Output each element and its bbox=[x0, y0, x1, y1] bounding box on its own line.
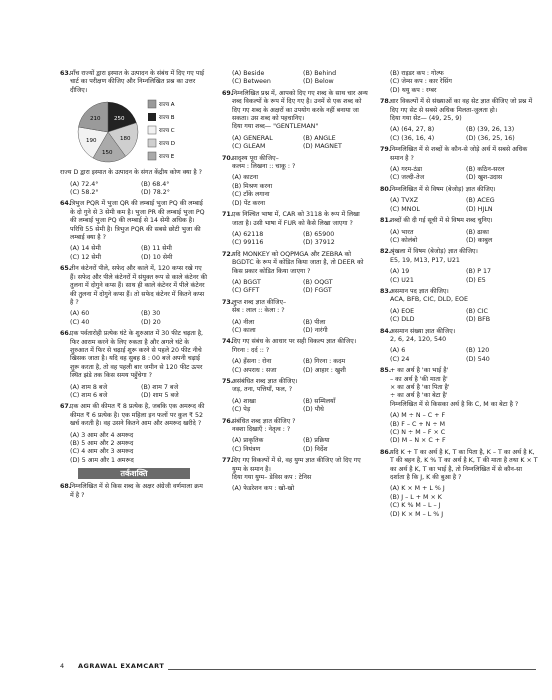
question-68 bbox=[60, 483, 208, 500]
options-80 bbox=[380, 197, 538, 214]
options-69 bbox=[222, 135, 370, 152]
option-c[interactable]: (C) टाँके लगाना bbox=[232, 191, 270, 199]
option-a[interactable]: (A) K × M + L % J bbox=[390, 485, 445, 493]
option-d[interactable]: (D) नारंगी bbox=[303, 326, 328, 334]
option-b[interactable]: (B) CIC bbox=[466, 307, 488, 315]
option-b[interactable]: (B) 65900 bbox=[303, 230, 335, 238]
option-a[interactable]: (A) (64, 27, 8) bbox=[390, 126, 435, 134]
question-text: सादृश्य पूरा कीजिए– bbox=[232, 154, 279, 162]
question-text: श्रृंखला में विषम (बेजोड़) ज्ञात कीजिए। bbox=[390, 248, 478, 256]
question-line: × का अर्थ है 'का पिता है' bbox=[390, 384, 450, 391]
question-text: दिए गए विकल्पों में से, वह युग्म ज्ञात कीजिए जो दिए गए युग्म के समान है। bbox=[232, 457, 361, 473]
legend-swatch-a bbox=[148, 100, 156, 108]
option-a[interactable]: (A) 19 bbox=[390, 268, 410, 276]
option-a[interactable]: (A) BGGT bbox=[232, 278, 261, 286]
question-given: दिया गया शब्द— "GENTLEMAN" bbox=[232, 123, 319, 131]
option-d[interactable]: (D) शाम 5 बजे bbox=[141, 391, 179, 399]
question-given: E5, 19, M13, P17, U21 bbox=[390, 256, 460, 264]
column-3 bbox=[380, 70, 538, 522]
question-80 bbox=[380, 186, 538, 194]
question-number: 82. bbox=[380, 248, 392, 256]
option-a[interactable]: (A) फेडरेशन कप : खो-खो bbox=[232, 485, 295, 493]
question-number: 81. bbox=[380, 217, 392, 225]
question-64 bbox=[60, 200, 208, 242]
option-a[interactable]: (A) 14 सेमी bbox=[70, 245, 101, 253]
question-text: एक निश्चित भाषा में, CAR को 3118 के रूप में लिखा जाता है। उसी भाषा में FUR को कैसे लिखा जाएगा ? bbox=[232, 211, 360, 227]
question-75 bbox=[222, 378, 370, 395]
pie-chart bbox=[68, 98, 208, 166]
option-a[interactable]: (A) Beside bbox=[232, 70, 265, 77]
question-given: दिया गया सेट— (49, 25, 9) bbox=[390, 115, 462, 123]
option-d[interactable]: (D) FGGT bbox=[303, 287, 332, 295]
legend-label-a: राज्य A bbox=[159, 102, 175, 109]
question-number: 84. bbox=[380, 327, 392, 335]
option-d[interactable]: (D) 540 bbox=[466, 355, 490, 363]
option-a[interactable]: (A) गरम-ठंडा bbox=[390, 166, 423, 174]
question-text: निम्नलिखित में से विषम (बेजोड़) ज्ञात कीजिए। bbox=[390, 185, 496, 193]
option-d[interactable]: (D) पौधे bbox=[303, 406, 324, 414]
option-c[interactable]: (C) जेम्स कप : कार रेसिंग bbox=[390, 78, 452, 86]
option-a[interactable]: (A) हँसना : रोना bbox=[232, 358, 272, 366]
legend-label-d: राज्य D bbox=[159, 141, 175, 148]
question-81 bbox=[380, 217, 538, 225]
question-number: 76. bbox=[222, 417, 234, 425]
option-b[interactable]: (B) गिरना : कदम bbox=[303, 358, 346, 366]
question-number: 80. bbox=[380, 185, 392, 193]
question-line: – का अर्थ है 'की माता है' bbox=[390, 375, 448, 383]
question-86 bbox=[380, 449, 538, 483]
options-63 bbox=[60, 181, 208, 198]
question-number: 74. bbox=[222, 338, 234, 346]
option-b[interactable]: (B) पीला bbox=[303, 318, 326, 326]
options-81 bbox=[380, 229, 538, 246]
question-text: + का अर्थ है 'का भाई है' bbox=[390, 367, 449, 375]
question-text: राज्य D द्वारा इस्पात के उत्पादन के संगत केंद्रीय कोण क्या है ? bbox=[60, 169, 203, 177]
legend-label-b: राज्य B bbox=[159, 115, 175, 122]
question-text: एक पर्वतारोही प्रत्येक घंटे के शुरुआत में 30 फीट चढ़ता है, फिर आराम करने के लिए रुकता है और अगले घंटे के शुरुआत में फिर से चढ़ाई शुरू करने से पहले 20 फीट नीचे खिसक जाता है। यदि वह सुबह 8 : 00 बजे अपनी चढ़ाई शुरू करता है, तो वह पहली बार जमीन से 120 फीट ऊपर स्थित झंडे तक किस समय पहुँचेगा ? bbox=[70, 330, 204, 380]
option-b[interactable]: (B) शाम 7 बजे bbox=[141, 383, 179, 391]
pie-value-e: 150 bbox=[102, 150, 113, 157]
question-74 bbox=[222, 338, 370, 355]
legend-swatch-e bbox=[148, 152, 156, 160]
question-number: 70. bbox=[222, 154, 234, 162]
question-line: ÷ का अर्थ है 'का बेटा है' bbox=[390, 392, 448, 400]
question-given: कलम : लिखना :: चाकू : ? bbox=[232, 163, 296, 171]
option-d[interactable]: (D) Below bbox=[303, 78, 334, 86]
legend-swatch-b bbox=[148, 113, 156, 121]
option-b[interactable]: (B) राइडर कप : गोल्फ bbox=[390, 70, 444, 77]
option-c[interactable]: (C) काला bbox=[232, 326, 256, 334]
question-77 bbox=[222, 457, 370, 482]
question-text: लुप्त शब्द ज्ञात कीजिए– bbox=[232, 298, 287, 306]
question-number: 71. bbox=[222, 211, 234, 219]
option-d[interactable]: (D) K × M – L % J bbox=[390, 510, 444, 518]
option-c[interactable]: (C) पेड़ bbox=[232, 406, 251, 414]
option-c[interactable]: (C) Between bbox=[232, 78, 271, 86]
question-number: 79. bbox=[380, 146, 392, 154]
question-text: निम्नलिखित में से शब्दों के कौन-से जोड़े अर्थ में सबसे अधिक समान है ? bbox=[390, 146, 528, 162]
option-d[interactable]: (D) 20 bbox=[141, 318, 161, 326]
question-85 bbox=[380, 367, 538, 409]
option-c[interactable]: (C) 40 bbox=[70, 318, 90, 326]
question-text: यदि MONKEY को OQPMGA और ZEBRA को BGDTC के रूप में कोडित किया जाता है, तो DEER को किस प्रकार कोडित किया जाएगा ? bbox=[232, 250, 364, 275]
option-c[interactable]: (C) 58.2° bbox=[70, 189, 99, 197]
question-text: चार विकल्पों में से संख्याओं का वह सेट ज्ञात कीजिए जो प्रश्न में दिए गए सेट से सबसे अधिक मिलता-जुलता हो। bbox=[390, 98, 533, 114]
option-b[interactable]: (B) कठिन-सरल bbox=[466, 166, 505, 174]
option-a[interactable]: (A) शाम 8 बजे bbox=[70, 383, 108, 391]
legend-label-c: राज्य C bbox=[159, 128, 175, 135]
option-c[interactable]: (C) N ÷ M – F × C bbox=[390, 429, 446, 437]
question-84 bbox=[380, 328, 538, 345]
option-b[interactable]: (B) ACEG bbox=[466, 197, 495, 205]
legend-label-e: राज्य E bbox=[159, 154, 175, 161]
option-a[interactable]: (A) 62118 bbox=[232, 230, 264, 238]
question-66 bbox=[60, 330, 208, 380]
question-text: यदि K + T का अर्थ है K, T का पिता है, K – T का अर्थ है K, T की बहन है, K % T का अर्थ है K, T की माता है तथा K × T का अर्थ है K, T का भाई है, तो निम्नलिखित में से कौन-सा दर्शाता है कि J, K की बुआ है ? bbox=[390, 448, 538, 482]
option-c[interactable]: (C) MNOL bbox=[390, 205, 420, 213]
option-a[interactable]: (A) TVXZ bbox=[390, 197, 419, 205]
option-a[interactable]: (A) 72.4° bbox=[70, 180, 99, 188]
question-given: ACA, BFB, CIC, DLD, EOE bbox=[390, 296, 468, 304]
option-a[interactable]: (A) GENERAL bbox=[232, 134, 273, 142]
question-text: असंबंधित शब्द ज्ञात कीजिए। bbox=[232, 378, 298, 385]
option-c[interactable]: (C) U21 bbox=[390, 276, 414, 284]
option-a[interactable]: (A) 6 bbox=[390, 347, 406, 355]
question-76 bbox=[222, 418, 370, 435]
question-number: 64. bbox=[60, 200, 72, 208]
question-text: शब्दों की दी गई सूची में से विषम शब्द चुनिए। bbox=[390, 217, 493, 225]
option-d[interactable]: (D) BFB bbox=[466, 316, 491, 324]
page-footer bbox=[60, 660, 536, 672]
option-c[interactable]: (C) कोलंबो bbox=[390, 236, 418, 244]
option-d[interactable]: (D) निर्देश bbox=[303, 445, 328, 453]
question-83 bbox=[380, 288, 538, 305]
question-67 bbox=[60, 403, 208, 428]
option-a[interactable]: (A) शाखा bbox=[232, 397, 256, 405]
options-82 bbox=[380, 268, 538, 285]
option-b[interactable]: (B) 120 bbox=[466, 347, 490, 355]
question-number: 67. bbox=[60, 403, 72, 411]
question-text: संबंधित शब्द ज्ञात कीजिए ? bbox=[232, 417, 296, 425]
question-text: एक आम की कीमत ₹ 8 प्रत्येक है, जबकि एक अमरूद की कीमत ₹ 6 प्रत्येक है। एक महिला इन फलों पर कुल ₹ 52 खर्च करती है। वह उसने कितने आम और अमरूद खरीदे ? bbox=[70, 403, 205, 428]
option-d[interactable]: (D) थयु कप : रग्बर bbox=[390, 86, 437, 94]
question-text: असमान संख्या ज्ञात कीजिए। bbox=[390, 327, 456, 335]
question-text: निम्नलिखित में से किस शब्द के अक्षर अंग्रेजी वर्णमाला क्रम में है ? bbox=[70, 483, 203, 499]
question-number: 77. bbox=[222, 457, 234, 465]
question-number: 63. bbox=[60, 70, 72, 77]
option-b[interactable]: (B) (39, 26, 13) bbox=[466, 126, 515, 134]
options-77-part2 bbox=[380, 70, 538, 95]
pie-value-c: 190 bbox=[86, 138, 97, 145]
option-d[interactable]: (D) 5 आम और 1 अमरूद bbox=[70, 456, 134, 464]
option-d[interactable]: (D) आहार : खुशी bbox=[303, 366, 346, 374]
question-78 bbox=[380, 98, 538, 123]
question-given: नक्शा दिखाएँ : नेतृत्व : ? bbox=[232, 426, 291, 434]
question-65 bbox=[60, 265, 208, 307]
option-c[interactable]: (C) नियंत्रण bbox=[232, 445, 261, 453]
question-given: जड़, तना, पत्तियाँ, फल, ? bbox=[232, 386, 293, 394]
question-79 bbox=[380, 146, 538, 163]
option-c[interactable]: (C) GLEAM bbox=[232, 143, 266, 151]
options-86 bbox=[380, 485, 538, 519]
option-a[interactable]: (A) 60 bbox=[70, 310, 90, 318]
question-text: पाँच राज्यों द्वारा इस्पात के उत्पादन के संबंध में दिए गए पाई चार्ट का परीक्षण कीजिए और निम्नलिखित प्रश्न का उत्तर दीजिए। bbox=[70, 70, 205, 94]
option-d[interactable]: (D) MAGNET bbox=[303, 143, 342, 151]
option-c[interactable]: (C) K % M – L – J bbox=[390, 502, 441, 510]
options-83 bbox=[380, 308, 538, 325]
pie-value-a: 210 bbox=[90, 116, 101, 123]
option-d[interactable]: (D) पेंट करना bbox=[232, 199, 266, 207]
pie-value-b: 250 bbox=[114, 116, 125, 123]
option-b[interactable]: (B) Behind bbox=[303, 70, 337, 77]
option-b[interactable]: (B) OQGT bbox=[303, 278, 333, 286]
option-b[interactable]: (B) J – L + M × K bbox=[390, 493, 442, 501]
question-number: 85. bbox=[380, 367, 392, 375]
option-b[interactable]: (B) सम्मिलयाँ bbox=[303, 397, 336, 405]
options-85 bbox=[380, 412, 538, 446]
option-b[interactable]: (B) 30 bbox=[141, 310, 161, 318]
question-given: गिरना : दर्द :: ? bbox=[232, 346, 270, 354]
question-number: 66. bbox=[60, 330, 72, 338]
question-number: 72. bbox=[222, 250, 234, 258]
option-b[interactable]: (B) 5 आम और 2 अमरूद bbox=[70, 440, 134, 447]
question-line: निम्नलिखित में से किसका अर्थ है कि C, M का बेटा है ? bbox=[390, 400, 519, 408]
page-number: 4 bbox=[60, 662, 65, 670]
option-a[interactable]: (A) M ÷ N – C + F bbox=[390, 412, 446, 420]
question-number: 68. bbox=[60, 483, 72, 491]
question-number: 75. bbox=[222, 378, 234, 385]
question-text: तीन कंटेनरों पीले, सफेद और काले में, 120 कप्स रखे गए हैं। सफेद और पीले कंटेनरों में संयुक्त रूप से काले कंटेनर की तुलना में दोगुने कप्स हैं। साथ ही काले कंटेनर में पीले कंटेनर की तुलना में दोगुने कप्स हैं। तो सफेद कंटेनर में कितने कप्स है ? bbox=[70, 265, 208, 306]
options-84 bbox=[380, 347, 538, 364]
option-d[interactable]: (D) काबुल bbox=[466, 236, 493, 244]
options-76 bbox=[222, 437, 370, 454]
option-b[interactable]: (B) प्रक्रिया bbox=[303, 437, 330, 445]
options-65 bbox=[60, 310, 208, 327]
options-73 bbox=[222, 319, 370, 336]
option-b[interactable]: (B) मिश्रण करना bbox=[232, 182, 273, 190]
section-heading: तर्कशक्ति bbox=[78, 468, 190, 479]
exam-page bbox=[60, 70, 536, 655]
question-73 bbox=[222, 299, 370, 316]
pie-value-d: 180 bbox=[120, 136, 131, 143]
options-78 bbox=[380, 126, 538, 143]
option-a[interactable]: (A) 3 आम और 4 अमरूद bbox=[70, 431, 134, 439]
brand-logo: AGRAWAL EXAMCART bbox=[74, 660, 168, 672]
option-c[interactable]: (C) शाम 6 बजे bbox=[70, 391, 108, 399]
options-71 bbox=[222, 231, 370, 248]
options-77-part1 bbox=[222, 485, 370, 493]
option-c[interactable]: (C) DLD bbox=[390, 316, 415, 324]
question-82 bbox=[380, 248, 538, 265]
question-70 bbox=[222, 155, 370, 172]
options-67 bbox=[60, 432, 208, 466]
option-b[interactable]: (B) ढाका bbox=[466, 228, 489, 236]
option-d[interactable]: (D) 78.2° bbox=[141, 189, 170, 197]
question-63 bbox=[60, 70, 208, 95]
question-number: 73. bbox=[222, 298, 234, 306]
question-text: निम्नलिखित प्रश्न में, आपको दिए गए शब्द के साथ चार अन्य शब्द विकल्पों के रूप में दिए गए है। उनमें से एक शब्द को दिए गए शब्द के अक्षरों का उपयोग करके नहीं बनाया जा सकता। उस शब्द को पहचानिए। bbox=[232, 89, 368, 123]
option-c[interactable]: (C) 99116 bbox=[232, 239, 264, 247]
option-d[interactable]: (D) (36, 25, 16) bbox=[466, 134, 515, 142]
question-given: दिया गया युग्म– डेविस कप : टेनिस bbox=[232, 474, 312, 482]
question-72 bbox=[222, 251, 370, 276]
legend-swatch-d bbox=[148, 139, 156, 147]
option-c[interactable]: (C) 4 आम और 3 अमरूद bbox=[70, 448, 134, 456]
question-text: त्रिभुज PQR में भुजा QR की लम्बाई भुजा PQ की लम्बाई के दो गुने से 3 सेमी कम है। भुजा PR की लम्बाई भुजा PQ की लम्बाई भुजा PQ की लम्बाई से 14 सेमी अधिक है। परिधि 55 सेमी है। त्रिभुज PQR की सबसे छोटी भुजा की लम्बाई क्या है ? bbox=[70, 200, 205, 242]
options-64 bbox=[60, 245, 208, 262]
question-given: 2, 6, 24, 120, 540 bbox=[390, 335, 447, 343]
option-c[interactable]: (C) 12 सेमी bbox=[70, 253, 101, 261]
option-c[interactable]: (C) (36, 16, 4) bbox=[390, 134, 435, 142]
option-c[interactable]: (C) GFFT bbox=[232, 287, 260, 295]
options-74 bbox=[222, 358, 370, 375]
option-d[interactable]: (D) खुश-उदास bbox=[466, 174, 503, 182]
option-d[interactable]: (D) HJLN bbox=[466, 205, 493, 213]
question-number: 69. bbox=[222, 89, 234, 97]
option-b[interactable]: (B) F – C + N ÷ M bbox=[390, 420, 446, 428]
question-63-prompt bbox=[60, 169, 208, 177]
option-d[interactable]: (D) M – N × C + F bbox=[390, 437, 446, 445]
column-1 bbox=[60, 70, 208, 503]
option-b[interactable]: (B) 11 सेमी bbox=[141, 245, 172, 253]
option-c[interactable]: (C) जल्दी-तेज bbox=[390, 174, 425, 182]
option-c[interactable]: (C) अपराध : सजा bbox=[232, 366, 277, 374]
option-b[interactable]: (B) P 17 bbox=[466, 268, 492, 276]
options-79 bbox=[380, 166, 538, 183]
question-71 bbox=[222, 211, 370, 228]
question-69 bbox=[222, 90, 370, 132]
option-d[interactable]: (D) E5 bbox=[466, 276, 486, 284]
question-given: सेब : लाल :: केला : ? bbox=[232, 307, 285, 315]
option-a[interactable]: (A) भारत bbox=[390, 228, 414, 236]
options-75 bbox=[222, 398, 370, 415]
legend-swatch-c bbox=[148, 126, 156, 134]
question-number: 83. bbox=[380, 287, 392, 295]
options-68 bbox=[222, 70, 370, 87]
question-text: असमान पद ज्ञात कीजिए। bbox=[390, 287, 449, 295]
option-b[interactable]: (B) 68.4° bbox=[141, 180, 170, 188]
option-d[interactable]: (D) 37912 bbox=[303, 239, 335, 247]
option-a[interactable]: (A) EOE bbox=[390, 307, 415, 315]
question-number: 78. bbox=[380, 98, 392, 106]
question-number: 65. bbox=[60, 265, 72, 273]
question-text: दिए गए संबंध के आधार पर सही विकल्प ज्ञात कीजिए। bbox=[232, 338, 357, 346]
column-2 bbox=[222, 70, 370, 497]
option-d[interactable]: (D) 10 सेमी bbox=[141, 253, 173, 261]
option-a[interactable]: (A) प्राकृतिक bbox=[232, 437, 264, 445]
options-66 bbox=[60, 384, 208, 401]
option-a[interactable]: (A) नीला bbox=[232, 318, 255, 326]
options-72 bbox=[222, 279, 370, 296]
option-a[interactable]: (A) काटना bbox=[232, 174, 258, 182]
options-70 bbox=[222, 174, 370, 208]
question-number: 86. bbox=[380, 448, 392, 456]
option-b[interactable]: (B) ANGLE bbox=[303, 134, 336, 142]
option-c[interactable]: (C) 24 bbox=[390, 355, 410, 363]
